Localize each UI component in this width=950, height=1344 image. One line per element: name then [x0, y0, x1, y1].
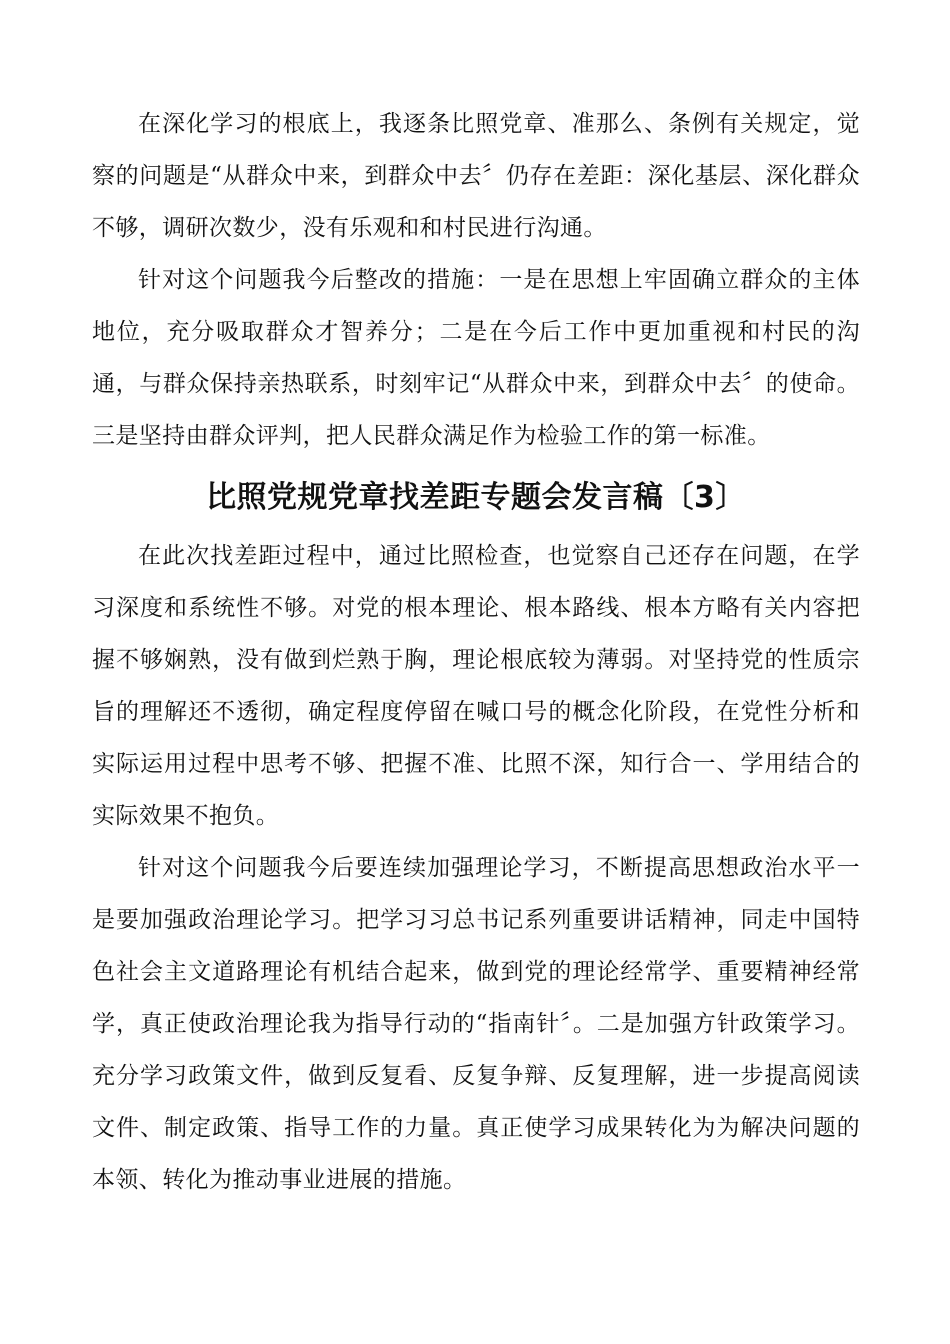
document-page	[92, 98, 860, 1206]
paragraph-2: 针对这个问题我今后整改的措施：一是在思想上牢固确立群众的主体地位，充分吸取群众才智养分；二是在今后工作中更加重视和村民的沟通，与群众保持亲热联系，时刻牢记“从群众中来，到群众中去〞的使命。三是坚持由群众评判，把人民群众满足作为检验工作的第一标准。	[92, 267, 860, 449]
paragraph-4: 针对这个问题我今后要连续加强理论学习，不断提高思想政治水平一是要加强政治理论学习。把学习习总书记系列重要讲话精神，同走中国特色社会主文道路理论有机结合起来，做到党的理论经常学、重要精神经常学，真正使政治理论我为指导行动的“指南针〞。二是加强方针政策学习。充分学习政策文件，做到反复看、反复争辩、反复理解，进一步提高阅读文件、制定政策、指导工作的力量。真正使学习成果转化为为解决问题的本领、转化为推动事业进展的措施。	[92, 855, 860, 1193]
paragraph-3: 在此次找差距过程中，通过比照检查，也觉察自己还存在问题，在学习深度和系统性不够。对党的根本理论、根本路线、根本方略有关内容把握不够娴熟，没有做到烂熟于胸，理论根底较为薄弱。对坚持党的性质宗旨的理解还不透彻，确定程度停留在喊口号的概念化阶段，在党性分析和实际运用过程中思考不够、把握不准、比照不深，知行合一、学用结合的实际效果不抱负。	[92, 543, 860, 829]
paragraph-1: 在深化学习的根底上，我逐条比照党章、准那么、条例有关规定，觉察的问题是“从群众中来，到群众中去〞仍存在差距：深化基层、深化群众不够，调研次数少，没有乐观和和村民进行沟通。	[92, 111, 860, 241]
section-heading: 比照党规党章找差距专题会发言稿〔3〕	[206, 480, 746, 515]
